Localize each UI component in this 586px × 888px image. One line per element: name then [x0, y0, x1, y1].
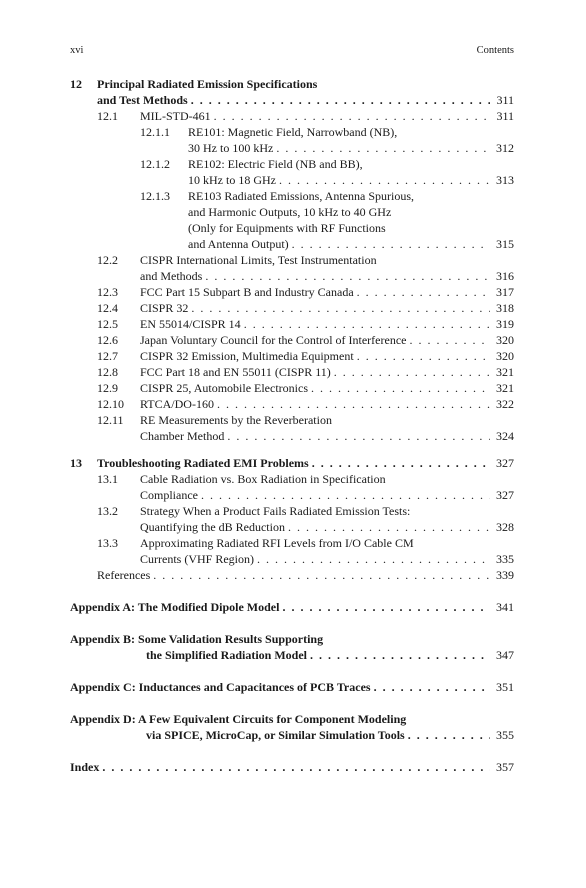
toc-page-number: 311	[496, 109, 514, 123]
toc-spacer	[70, 583, 514, 599]
toc-leader-dots	[282, 599, 490, 615]
toc-entry-title: RE102: Electric Field (NB and BB),	[188, 157, 363, 171]
toc-page-number: 317	[496, 285, 514, 299]
toc-entry-line	[188, 156, 514, 172]
toc-entry-line	[188, 172, 514, 188]
toc-leader-dots	[310, 647, 490, 663]
running-title: Contents	[476, 45, 514, 56]
toc-entry[interactable]	[70, 300, 514, 316]
toc-page-number: 316	[496, 269, 514, 283]
toc-page-number: 339	[496, 568, 514, 582]
toc-leader-dots	[276, 140, 490, 156]
toc-leader-dots	[257, 551, 490, 567]
toc-entry-title: CISPR 25, Automobile Electronics	[140, 381, 308, 395]
toc-entry[interactable]	[70, 380, 514, 396]
toc-leader-dots	[292, 236, 490, 252]
toc-entry-line	[140, 535, 514, 551]
toc-entry-line	[97, 92, 514, 108]
toc-entry-number: 12.7	[97, 349, 118, 363]
toc-entry[interactable]	[70, 487, 514, 503]
toc-entry-line	[140, 396, 514, 412]
toc-entry-line	[188, 188, 514, 204]
toc-spacer	[70, 695, 514, 711]
toc-entry-line	[97, 567, 514, 583]
toc-page-number: 318	[496, 301, 514, 315]
toc-entry-number: 12.11	[97, 413, 124, 427]
toc-entry-line	[97, 455, 514, 471]
toc-leader-dots	[201, 487, 490, 503]
toc-entry[interactable]	[70, 172, 514, 188]
toc-page-number: 319	[496, 317, 514, 331]
toc-entry[interactable]	[70, 471, 514, 487]
toc-entry-title: Approximating Radiated RFI Levels from I/O Cable CM	[140, 536, 414, 550]
toc-entry-number: 12.2	[97, 253, 118, 267]
toc-entry[interactable]	[70, 631, 514, 647]
toc-entry[interactable]	[70, 711, 514, 727]
toc-entry[interactable]	[70, 599, 514, 615]
toc-page-number: 320	[496, 349, 514, 363]
toc-entry[interactable]	[70, 551, 514, 567]
toc-entry-number: 13.3	[97, 536, 118, 550]
toc-entry[interactable]	[70, 188, 514, 204]
toc-entry[interactable]	[70, 236, 514, 252]
running-header	[70, 45, 514, 61]
toc-entry-line	[140, 316, 514, 332]
toc-entry[interactable]	[70, 428, 514, 444]
toc-entry-number: 12.9	[97, 381, 118, 395]
toc-leader-dots	[408, 727, 490, 743]
toc-entry-line	[70, 631, 514, 647]
toc-entry-line	[140, 364, 514, 380]
toc-page-number: 351	[496, 680, 514, 694]
toc-entry[interactable]	[70, 156, 514, 172]
toc-entry-line	[188, 220, 514, 236]
toc-entry-line	[140, 284, 514, 300]
toc-leader-dots	[191, 300, 490, 316]
toc-entry-line	[70, 759, 514, 775]
toc-entry-title: FCC Part 18 and EN 55011 (CISPR 11)	[140, 365, 331, 379]
toc-entry-title: Cable Radiation vs. Box Radiation in Specification	[140, 472, 386, 486]
toc-leader-dots	[244, 316, 490, 332]
toc-entry-number: 12.3	[97, 285, 118, 299]
toc-entry-title: and Methods	[140, 269, 203, 283]
toc-leader-dots	[334, 364, 490, 380]
toc-page-number: 328	[496, 520, 514, 534]
toc-entry-line	[140, 551, 514, 567]
toc-entry-line	[188, 204, 514, 220]
toc-entry[interactable]	[70, 284, 514, 300]
toc-leader-dots	[102, 759, 490, 775]
toc-page-number: 321	[496, 365, 514, 379]
toc-leader-dots	[357, 348, 490, 364]
toc-entry[interactable]	[70, 332, 514, 348]
toc-entry-line	[188, 124, 514, 140]
toc-entry[interactable]	[70, 535, 514, 551]
toc-entry-title: Index	[70, 760, 100, 774]
toc-entry-title: Japan Voluntary Council for the Control of Interference	[140, 333, 407, 347]
toc-leader-dots	[214, 108, 490, 124]
toc-entry-title: and Antenna Output)	[188, 237, 289, 251]
toc-page-number: 321	[496, 381, 514, 395]
toc-entry-number: 12.1.2	[140, 157, 170, 171]
toc-entry-line	[140, 268, 514, 284]
toc-entry[interactable]	[70, 364, 514, 380]
toc-entry-number: 12	[70, 77, 82, 91]
toc-page-number: 327	[496, 456, 514, 470]
toc-entry-title: and Harmonic Outputs, 10 kHz to 40 GHz	[188, 205, 392, 219]
toc-leader-dots	[374, 679, 490, 695]
toc-entry-title: the Simplified Radiation Model	[146, 648, 308, 662]
toc-entry-title: Currents (VHF Region)	[140, 552, 254, 566]
toc-page-number: 335	[496, 552, 514, 566]
toc-page-number: 320	[496, 333, 514, 347]
toc-entry-number: 12.6	[97, 333, 118, 347]
toc-entry[interactable]	[70, 316, 514, 332]
toc-entry-number: 12.4	[97, 301, 118, 315]
toc-entry-number: 12.1.1	[140, 125, 170, 139]
toc-page-number: 312	[496, 141, 514, 155]
toc-entry-title: CISPR 32 Emission, Multimedia Equipment	[140, 349, 354, 363]
toc-entry[interactable]	[70, 503, 514, 519]
toc-page-number: 315	[496, 237, 514, 251]
toc-leader-dots	[357, 284, 490, 300]
toc-entry-title: RE Measurements by the Reverberation	[140, 413, 332, 427]
toc-entry-title: RE103 Radiated Emissions, Antenna Spurious,	[188, 189, 414, 203]
toc-entry-title: and Test Methods	[97, 93, 188, 107]
toc-entry-title: Appendix C: Inductances and Capacitances of PCB Traces	[70, 680, 371, 694]
toc-entry-title: via SPICE, MicroCap, or Similar Simulation Tools	[146, 728, 405, 742]
toc-entry-line	[146, 647, 514, 663]
toc-entry-title: Appendix B: Some Validation Results Supporting	[70, 632, 324, 646]
toc-entry-title: Troubleshooting Radiated EMI Problems	[97, 456, 309, 470]
toc-entry[interactable]	[70, 124, 514, 140]
toc-entry-title: References	[97, 568, 151, 582]
toc-entry[interactable]	[70, 727, 514, 743]
toc-page-number: 324	[496, 429, 514, 443]
toc-entry-title: Compliance	[140, 488, 198, 502]
toc-entry-line	[70, 679, 514, 695]
toc-entry[interactable]	[70, 220, 514, 236]
toc-entry-title: Chamber Method	[140, 429, 225, 443]
toc-entry[interactable]	[70, 759, 514, 775]
toc-entry-title: 30 Hz to 100 kHz	[188, 141, 274, 155]
toc-leader-dots	[227, 428, 490, 444]
toc-page-number: 357	[496, 760, 514, 774]
toc-entry-number: 13.1	[97, 472, 118, 486]
toc-entry-number: 12.8	[97, 365, 118, 379]
toc-entry-number: 13	[70, 456, 82, 470]
toc-leader-dots	[312, 455, 490, 471]
toc-entry-title: MIL-STD-461	[140, 109, 211, 123]
toc-entry-title: Strategy When a Product Fails Radiated Emission Tests:	[140, 504, 411, 518]
toc-entry-title: RE101: Magnetic Field, Narrowband (NB),	[188, 125, 398, 139]
toc-entry-line	[140, 348, 514, 364]
toc-leader-dots	[217, 396, 490, 412]
toc-entry[interactable]	[70, 348, 514, 364]
toc-spacer	[70, 615, 514, 631]
toc-entry[interactable]	[70, 679, 514, 695]
toc-entry-line	[140, 487, 514, 503]
toc-page-number: 313	[496, 173, 514, 187]
toc-entry-title: CISPR 32	[140, 301, 189, 315]
toc-entry-number: 12.10	[97, 397, 124, 411]
toc-entry-title: Principal Radiated Emission Specifications	[97, 77, 318, 91]
toc-page-number: 311	[496, 93, 514, 107]
toc-entry-title: (Only for Equipments with RF Functions	[188, 221, 386, 235]
toc-entry[interactable]	[70, 647, 514, 663]
toc-entry-title: FCC Part 15 Subpart B and Industry Canada	[140, 285, 354, 299]
toc-entry-line	[140, 412, 514, 428]
toc-entry-line	[97, 76, 514, 92]
toc-page-number: 355	[496, 728, 514, 742]
toc-entry-title: 10 kHz to 18 GHz	[188, 173, 276, 187]
toc-entry-line	[140, 332, 514, 348]
toc-leader-dots	[409, 332, 490, 348]
toc-page-number: 327	[496, 488, 514, 502]
toc-spacer	[70, 444, 514, 455]
toc-leader-dots	[288, 519, 490, 535]
toc-entry-title: CISPR International Limits, Test Instrumentation	[140, 253, 377, 267]
toc-entry[interactable]	[70, 567, 514, 583]
toc-page-number: 341	[496, 600, 514, 614]
toc-entry[interactable]	[70, 519, 514, 535]
toc-entry-line	[140, 428, 514, 444]
toc-entry-line	[140, 503, 514, 519]
toc-leader-dots	[205, 268, 490, 284]
table-of-contents	[70, 76, 514, 775]
toc-entry-title: Quantifying the dB Reduction	[140, 520, 285, 534]
toc-entry-title: RTCA/DO-160	[140, 397, 214, 411]
toc-entry[interactable]	[70, 140, 514, 156]
toc-entry-line	[140, 380, 514, 396]
page-number-roman: xvi	[70, 45, 84, 56]
toc-page-number: 322	[496, 397, 514, 411]
toc-entry-line	[188, 236, 514, 252]
toc-entry-line	[70, 599, 514, 615]
toc-entry[interactable]	[70, 76, 514, 92]
toc-leader-dots	[191, 92, 490, 108]
toc-page-number: 347	[496, 648, 514, 662]
toc-entry[interactable]	[70, 268, 514, 284]
toc-leader-dots	[311, 380, 490, 396]
toc-spacer	[70, 743, 514, 759]
toc-entry-number: 12.1.3	[140, 189, 170, 203]
toc-entry-line	[70, 711, 514, 727]
toc-entry-line	[146, 727, 514, 743]
toc-leader-dots	[279, 172, 490, 188]
toc-leader-dots	[153, 567, 490, 583]
toc-entry[interactable]	[70, 455, 514, 471]
toc-entry-number: 12.1	[97, 109, 118, 123]
toc-spacer	[70, 663, 514, 679]
toc-entry-line	[140, 471, 514, 487]
toc-entry-title: Appendix A: The Modified Dipole Model	[70, 600, 280, 614]
toc-entry-number: 13.2	[97, 504, 118, 518]
toc-entry-number: 12.5	[97, 317, 118, 331]
toc-entry-line	[140, 300, 514, 316]
toc-entry-line	[140, 519, 514, 535]
toc-entry-line	[140, 252, 514, 268]
toc-entry[interactable]	[70, 412, 514, 428]
toc-entry-title: Appendix D: A Few Equivalent Circuits for Component Modeling	[70, 712, 407, 726]
toc-entry[interactable]	[70, 92, 514, 108]
toc-entry[interactable]	[70, 204, 514, 220]
toc-entry[interactable]	[70, 108, 514, 124]
toc-entry[interactable]	[70, 396, 514, 412]
toc-entry-title: EN 55014/CISPR 14	[140, 317, 241, 331]
toc-entry-line	[140, 108, 514, 124]
toc-entry-line	[188, 140, 514, 156]
toc-entry[interactable]	[70, 252, 514, 268]
